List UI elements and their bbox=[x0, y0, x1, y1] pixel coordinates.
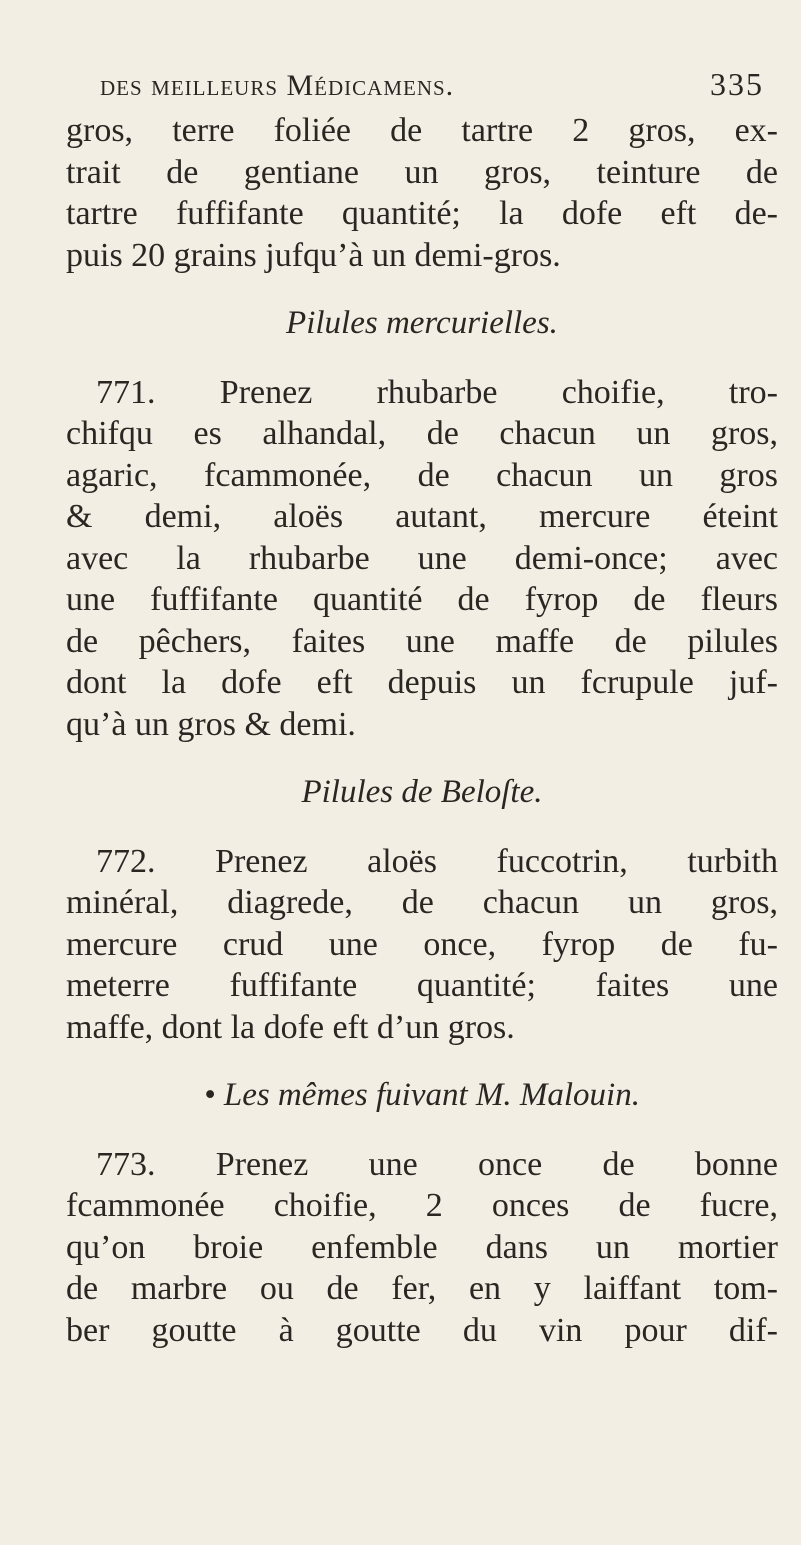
section-heading: Pilules mercurielles. bbox=[286, 305, 558, 341]
text-line: & demi, aloës autant, mercure éteint bbox=[66, 498, 778, 535]
text-line: 771. Prenez rhubarbe choifie, tro- bbox=[96, 373, 778, 411]
text-line: puis 20 grains jufqu’à un demi-gros. bbox=[66, 236, 561, 274]
text-line: tartre fuffifante quantité; la dofe eft de- bbox=[66, 195, 778, 232]
text-line: meterre fuffifante quantité; faites une bbox=[66, 967, 778, 1004]
section-heading: Pilules de Beloſte. bbox=[301, 774, 543, 810]
recipe-paragraph bbox=[66, 372, 778, 746]
recipe-paragraph bbox=[66, 841, 778, 1049]
opening-paragraph bbox=[66, 110, 778, 276]
text-line: gros, terre foliée de tartre 2 gros, ex- bbox=[66, 112, 778, 149]
page-number: 335 bbox=[710, 66, 764, 102]
text-line: 773. Prenez une once de bonne bbox=[96, 1145, 778, 1183]
text-line: minéral, diagrede, de chacun un gros, bbox=[66, 884, 778, 921]
text-line: de pêchers, faites une maffe de pilules bbox=[66, 622, 778, 660]
text-line: qu’on broie enfemble dans un mortier bbox=[66, 1228, 778, 1266]
text-line: une fuffifante quantité de fyrop de fleurs bbox=[66, 581, 778, 618]
text-line: agaric, fcammonée, de chacun un gros bbox=[66, 456, 778, 494]
text-line: 772. Prenez aloës fuccotrin, turbith bbox=[96, 842, 778, 880]
text-line: ber goutte à goutte du vin pour dif- bbox=[66, 1311, 778, 1349]
text-line: qu’à un gros & demi. bbox=[66, 705, 356, 743]
text-line: trait de gentiane un gros, teinture de bbox=[66, 153, 778, 191]
running-head-title: des meilleurs Médicamens. bbox=[100, 69, 455, 102]
running-head bbox=[100, 66, 764, 110]
text-line: maffe, dont la dofe eft d’un gros. bbox=[66, 1008, 515, 1046]
text-line: mercure crud une once, fyrop de fu- bbox=[66, 925, 778, 963]
recipe-paragraph bbox=[66, 1144, 778, 1352]
text-line: dont la dofe eft depuis un fcrupule juf- bbox=[66, 664, 778, 701]
text-line: chifqu es alhandal, de chacun un gros, bbox=[66, 415, 778, 452]
text-line: avec la rhubarbe une demi-once; avec bbox=[66, 539, 778, 577]
text-line: de marbre ou de fer, en y laiffant tom- bbox=[66, 1270, 778, 1307]
section-heading: • Les mêmes fuivant M. Malouin. bbox=[204, 1077, 640, 1113]
text-line: fcammonée choifie, 2 onces de fucre, bbox=[66, 1187, 778, 1224]
